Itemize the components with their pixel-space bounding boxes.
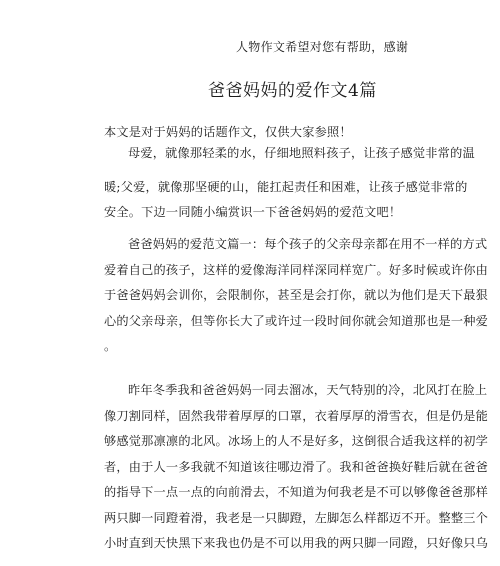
essay-line: 像刀割同样，固然我带着厚厚的口罩，衣着厚厚的滑雪衣，但是仍是能 <box>104 408 489 423</box>
essay-two-paragraph <box>104 378 489 557</box>
essay-line: 两只脚一同蹬着滑，我老是一只脚蹬，左脚怎么样都迈不开。整整三个 <box>104 510 489 525</box>
essay-line: 小时直到天快黑下来我也仍是不可以用我的两只脚一同蹬，只好像只乌 <box>104 536 489 550</box>
page-title: 爸爸妈妈的爱作文4篇 <box>208 81 377 101</box>
essay-line: 。 <box>104 339 117 353</box>
essay-line: 者，由于人一多我就不知道该往哪边滑了。我和爸爸换好鞋后就在爸爸 <box>104 459 489 474</box>
essay-line: 的指导下一点一点的向前滑去，不知道为何我老是不可以够像爸爸那样 <box>104 485 489 499</box>
essay-line: 爱着自己的孩子，这样的爱像海洋同样深同样宽广。好多时候或许你由 <box>104 262 489 277</box>
header-note: 人物作文希望对您有帮助，感谢 <box>236 40 409 54</box>
essay-one-paragraph <box>104 232 489 360</box>
essay-line: 于爸爸妈妈会训你，会限制你，甚至是会打你，就以为他们是天下最狠 <box>104 288 489 302</box>
summary-line: 安全。下边一同随小编赏识一下爸爸妈妈的爱范文吧！ <box>104 205 402 219</box>
summary-line: 暖;父爱，就像那坚硬的山，能扛起责任和困难，让孩子感觉非常的 <box>104 179 468 194</box>
summary-line: 母爱，就像那轻柔的水，仔细地照料孩子，让孩子感觉非常的温 <box>128 146 475 160</box>
intro-text: 本文是对于妈妈的话题作文，仅供大家参照！ <box>104 125 352 139</box>
essay-line: 昨年冬季我和爸爸妈妈一同去溜冰，天气特别的冷，北风打在脸上 <box>128 383 488 397</box>
essay-line: 够感觉那凛凛的北风。冰场上的人不是好多，这倒很合适我这样的初学 <box>104 434 489 448</box>
essay-line: 爸爸妈妈的爱范文篇一：每个孩子的父亲母亲都在用不一样的方式 <box>128 237 488 251</box>
summary-paragraph <box>104 141 475 226</box>
essay-line: 心的父亲母亲，但等你长大了或许过一段时间你就会知道那也是一种爱 <box>104 313 489 328</box>
